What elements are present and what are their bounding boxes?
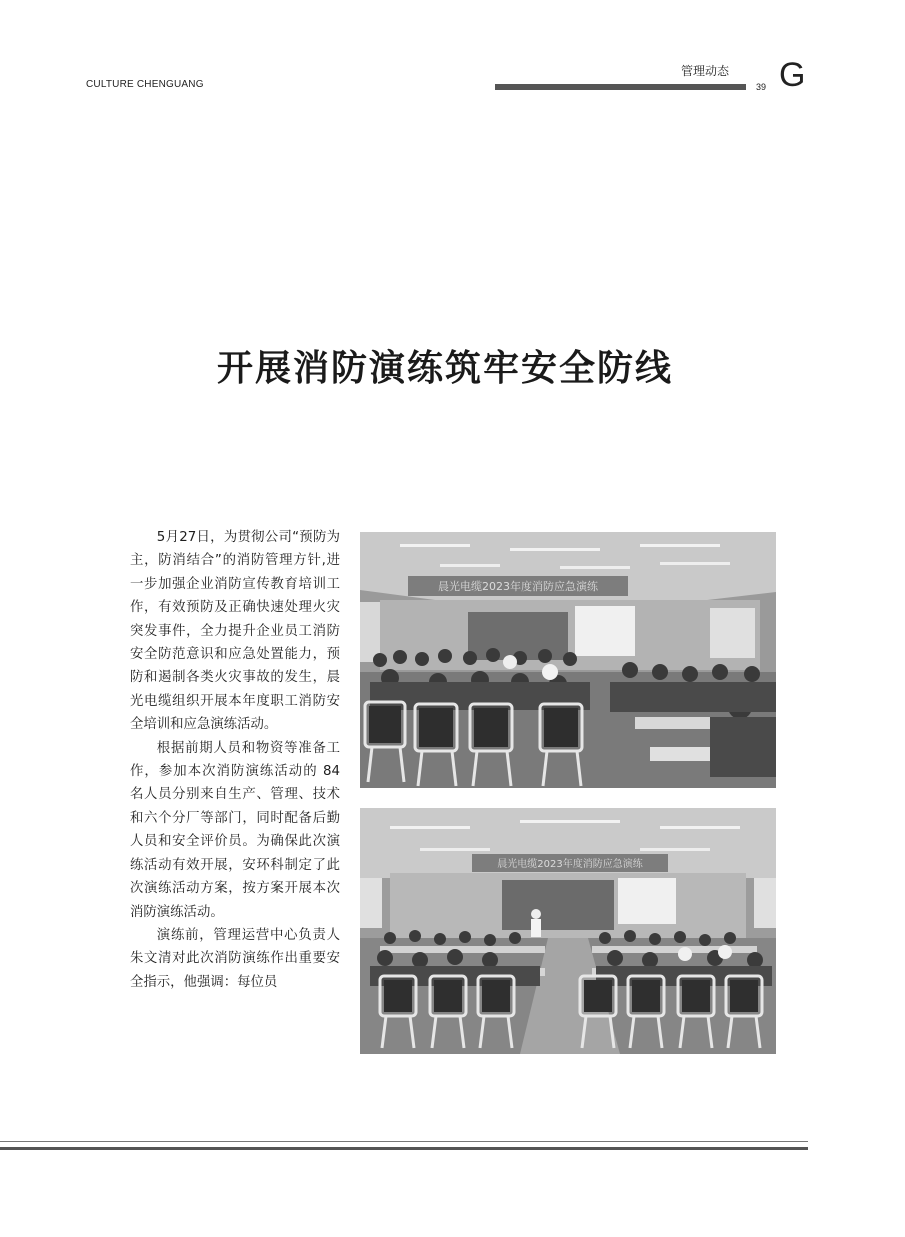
article-body [130,526,340,994]
banner-text-2: 晨光电缆2023年度消防应急演练 [497,859,643,870]
banner-text-1: 晨光电缆2023年度消防应急演练 [438,580,598,593]
footer-rule-thick [0,1147,808,1150]
photo-drill-hall-2-image [360,808,776,1054]
paragraph-2: 根据前期人员和物资等准备工作，参加本次消防演练活动的 84 名人员分别来自生产、管理、技术和六个分厂等部门，同时配备后勤人员和安全评价员。为确保此次演练活动有效开展，安环科制定了此次演练活动方案，按方案开展本次消防演练活动。 [130,740,340,920]
photo-drill-hall-1-image [360,532,776,788]
article-title: 开展消防演练筑牢安全防线 [216,347,673,389]
footer-rule-thin [0,1141,808,1142]
paragraph-1: 5月27日，为贯彻公司“预防为主，防消结合”的消防管理方针,进一步加强企业消防宣传教育培训工作，有效预防及正确快速处理火灾突发事件，全力提升企业员工消防安全防范意识和应急处置能力，预防和遏制各类火灾事故的发生，晨光电缆组织开展本年度职工消防安全培训和应急演练活动。 [130,530,340,733]
masthead: CULTURE CHENGUANG [86,79,204,90]
section-letter: G [779,56,806,94]
page-number: 39 [756,82,767,92]
section-label: 管理动态 [681,64,730,78]
photo-drill-hall-1 [360,532,776,788]
photo-drill-hall-2 [360,808,776,1054]
header-bar [495,84,746,90]
paragraph-3: 演练前，管理运营中心负责人朱文清对此次消防演练作出重要安全指示，他强调：每位员 [130,927,340,990]
